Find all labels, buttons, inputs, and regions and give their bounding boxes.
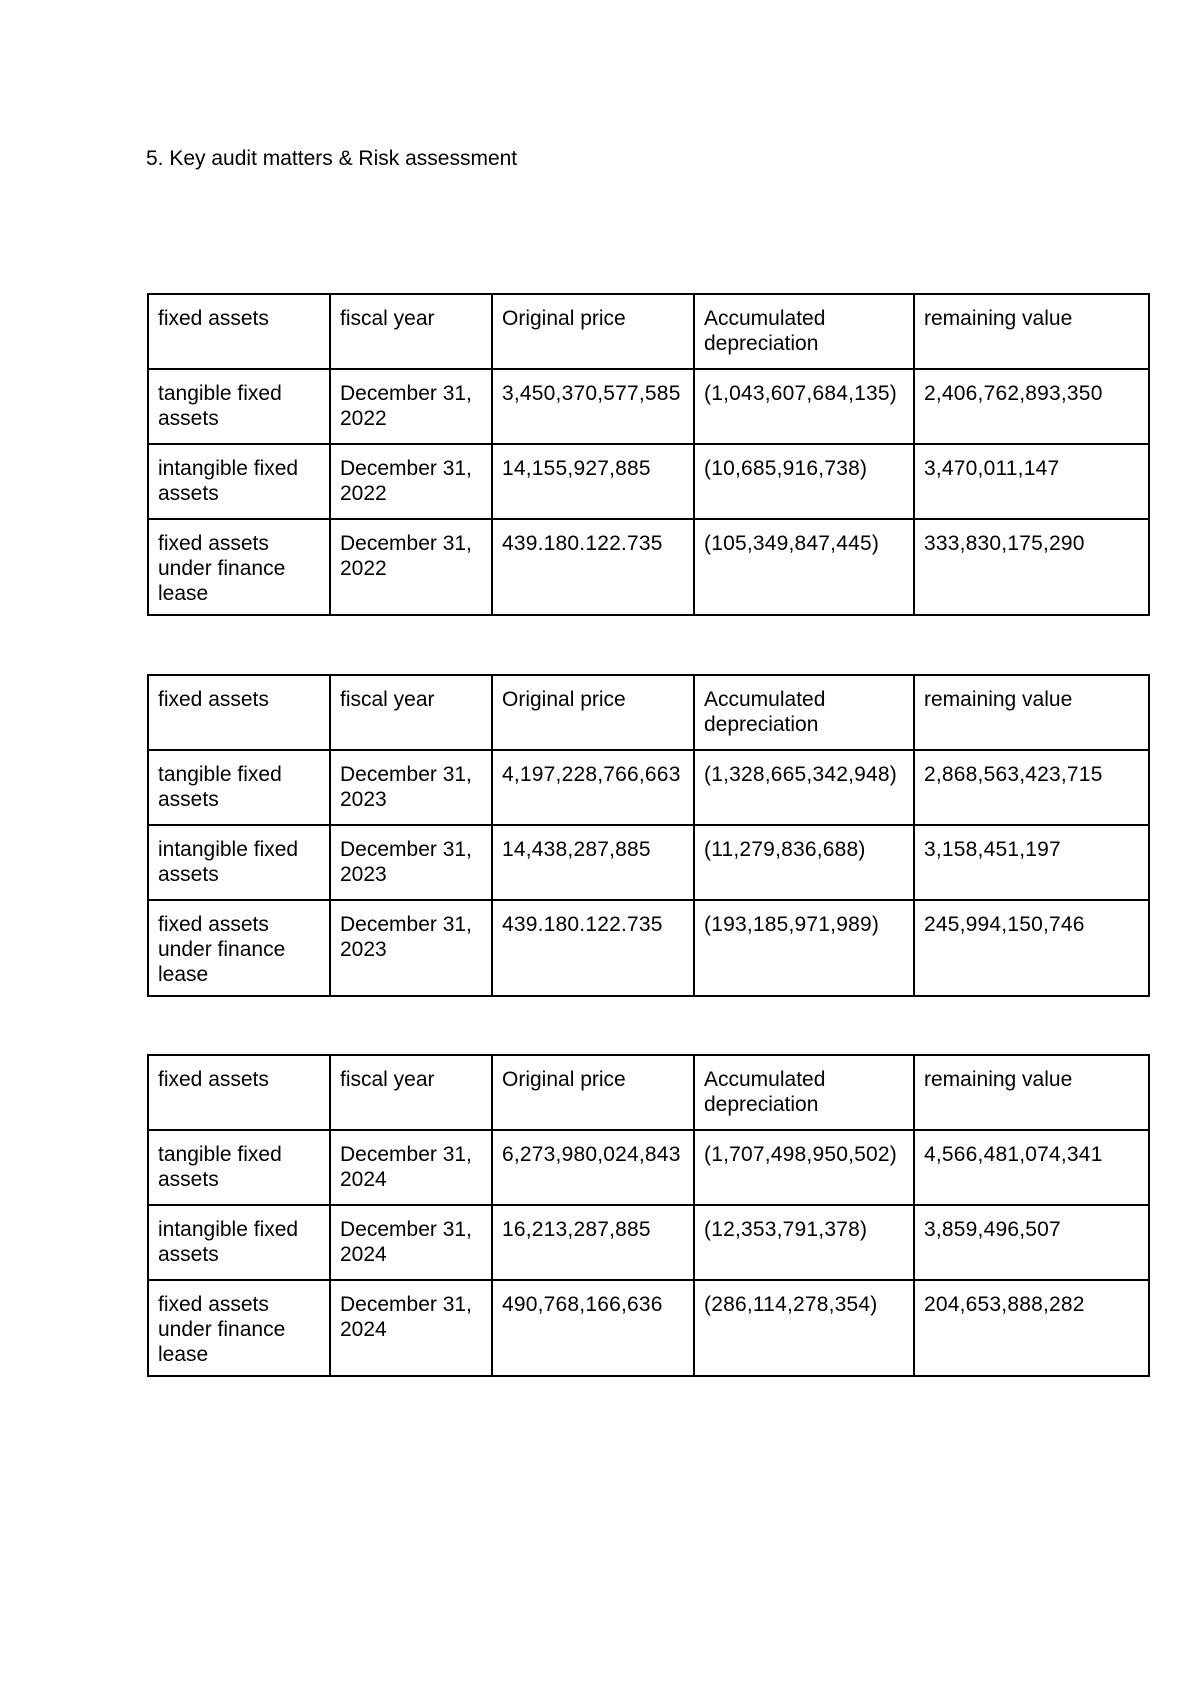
cell-remaining-value: 2,406,762,893,350	[914, 369, 1149, 444]
cell-accumulated-depreciation: (10,685,916,738)	[694, 444, 914, 519]
cell-original-price: 3,450,370,577,585	[492, 369, 694, 444]
cell-accumulated-depreciation: (286,114,278,354)	[694, 1280, 914, 1376]
cell-fiscal-year: December 31, 2023	[330, 900, 492, 996]
fixed-assets-table-2022	[147, 293, 1150, 616]
cell-fiscal-year: December 31, 2022	[330, 519, 492, 615]
table-row	[148, 825, 1149, 900]
header-accumulated-depreciation: Accumulated depreciation	[694, 1055, 914, 1130]
cell-fiscal-year: December 31, 2024	[330, 1205, 492, 1280]
cell-original-price: 16,213,287,885	[492, 1205, 694, 1280]
cell-accumulated-depreciation: (12,353,791,378)	[694, 1205, 914, 1280]
cell-accumulated-depreciation: (105,349,847,445)	[694, 519, 914, 615]
cell-accumulated-depreciation: (1,328,665,342,948)	[694, 750, 914, 825]
cell-remaining-value: 3,470,011,147	[914, 444, 1149, 519]
cell-fixed-asset: fixed assets under finance lease	[148, 900, 330, 996]
cell-remaining-value: 3,158,451,197	[914, 825, 1149, 900]
table-header-row	[148, 675, 1149, 750]
cell-original-price: 14,155,927,885	[492, 444, 694, 519]
cell-fiscal-year: December 31, 2022	[330, 369, 492, 444]
header-remaining-value: remaining value	[914, 675, 1149, 750]
table-row	[148, 1280, 1149, 1376]
cell-original-price: 490,768,166,636	[492, 1280, 694, 1376]
cell-fixed-asset: tangible fixed assets	[148, 369, 330, 444]
header-accumulated-depreciation: Accumulated depreciation	[694, 294, 914, 369]
cell-fiscal-year: December 31, 2023	[330, 750, 492, 825]
table-header-row	[148, 1055, 1149, 1130]
section-heading: 5. Key audit matters & Risk assessment	[146, 147, 518, 170]
cell-fiscal-year: December 31, 2022	[330, 444, 492, 519]
cell-original-price: 6,273,980,024,843	[492, 1130, 694, 1205]
table-row	[148, 1205, 1149, 1280]
cell-remaining-value: 333,830,175,290	[914, 519, 1149, 615]
cell-fiscal-year: December 31, 2023	[330, 825, 492, 900]
table-row	[148, 900, 1149, 996]
cell-original-price: 14,438,287,885	[492, 825, 694, 900]
table-row	[148, 519, 1149, 615]
cell-fixed-asset: fixed assets under finance lease	[148, 519, 330, 615]
cell-original-price: 4,197,228,766,663	[492, 750, 694, 825]
header-original-price: Original price	[492, 294, 694, 369]
cell-fiscal-year: December 31, 2024	[330, 1280, 492, 1376]
cell-fixed-asset: tangible fixed assets	[148, 1130, 330, 1205]
fixed-assets-table-2023	[147, 674, 1150, 997]
table-header-row	[148, 294, 1149, 369]
cell-original-price: 439.180.122.735	[492, 519, 694, 615]
cell-fixed-asset: fixed assets under finance lease	[148, 1280, 330, 1376]
header-fixed-assets: fixed assets	[148, 1055, 330, 1130]
header-remaining-value: remaining value	[914, 1055, 1149, 1130]
header-accumulated-depreciation: Accumulated depreciation	[694, 675, 914, 750]
header-original-price: Original price	[492, 675, 694, 750]
header-fiscal-year: fiscal year	[330, 294, 492, 369]
header-original-price: Original price	[492, 1055, 694, 1130]
table-row	[148, 444, 1149, 519]
fixed-assets-table-2024	[147, 1054, 1150, 1377]
cell-fiscal-year: December 31, 2024	[330, 1130, 492, 1205]
cell-fixed-asset: intangible fixed assets	[148, 1205, 330, 1280]
header-fixed-assets: fixed assets	[148, 294, 330, 369]
header-fiscal-year: fiscal year	[330, 675, 492, 750]
header-fiscal-year: fiscal year	[330, 1055, 492, 1130]
cell-accumulated-depreciation: (1,043,607,684,135)	[694, 369, 914, 444]
cell-fixed-asset: intangible fixed assets	[148, 825, 330, 900]
table-row	[148, 369, 1149, 444]
cell-original-price: 439.180.122.735	[492, 900, 694, 996]
table-row	[148, 750, 1149, 825]
cell-remaining-value: 3,859,496,507	[914, 1205, 1149, 1280]
table-row	[148, 1130, 1149, 1205]
header-fixed-assets: fixed assets	[148, 675, 330, 750]
cell-remaining-value: 4,566,481,074,341	[914, 1130, 1149, 1205]
cell-fixed-asset: tangible fixed assets	[148, 750, 330, 825]
header-remaining-value: remaining value	[914, 294, 1149, 369]
cell-accumulated-depreciation: (11,279,836,688)	[694, 825, 914, 900]
cell-accumulated-depreciation: (1,707,498,950,502)	[694, 1130, 914, 1205]
cell-remaining-value: 245,994,150,746	[914, 900, 1149, 996]
cell-remaining-value: 204,653,888,282	[914, 1280, 1149, 1376]
cell-fixed-asset: intangible fixed assets	[148, 444, 330, 519]
cell-remaining-value: 2,868,563,423,715	[914, 750, 1149, 825]
cell-accumulated-depreciation: (193,185,971,989)	[694, 900, 914, 996]
